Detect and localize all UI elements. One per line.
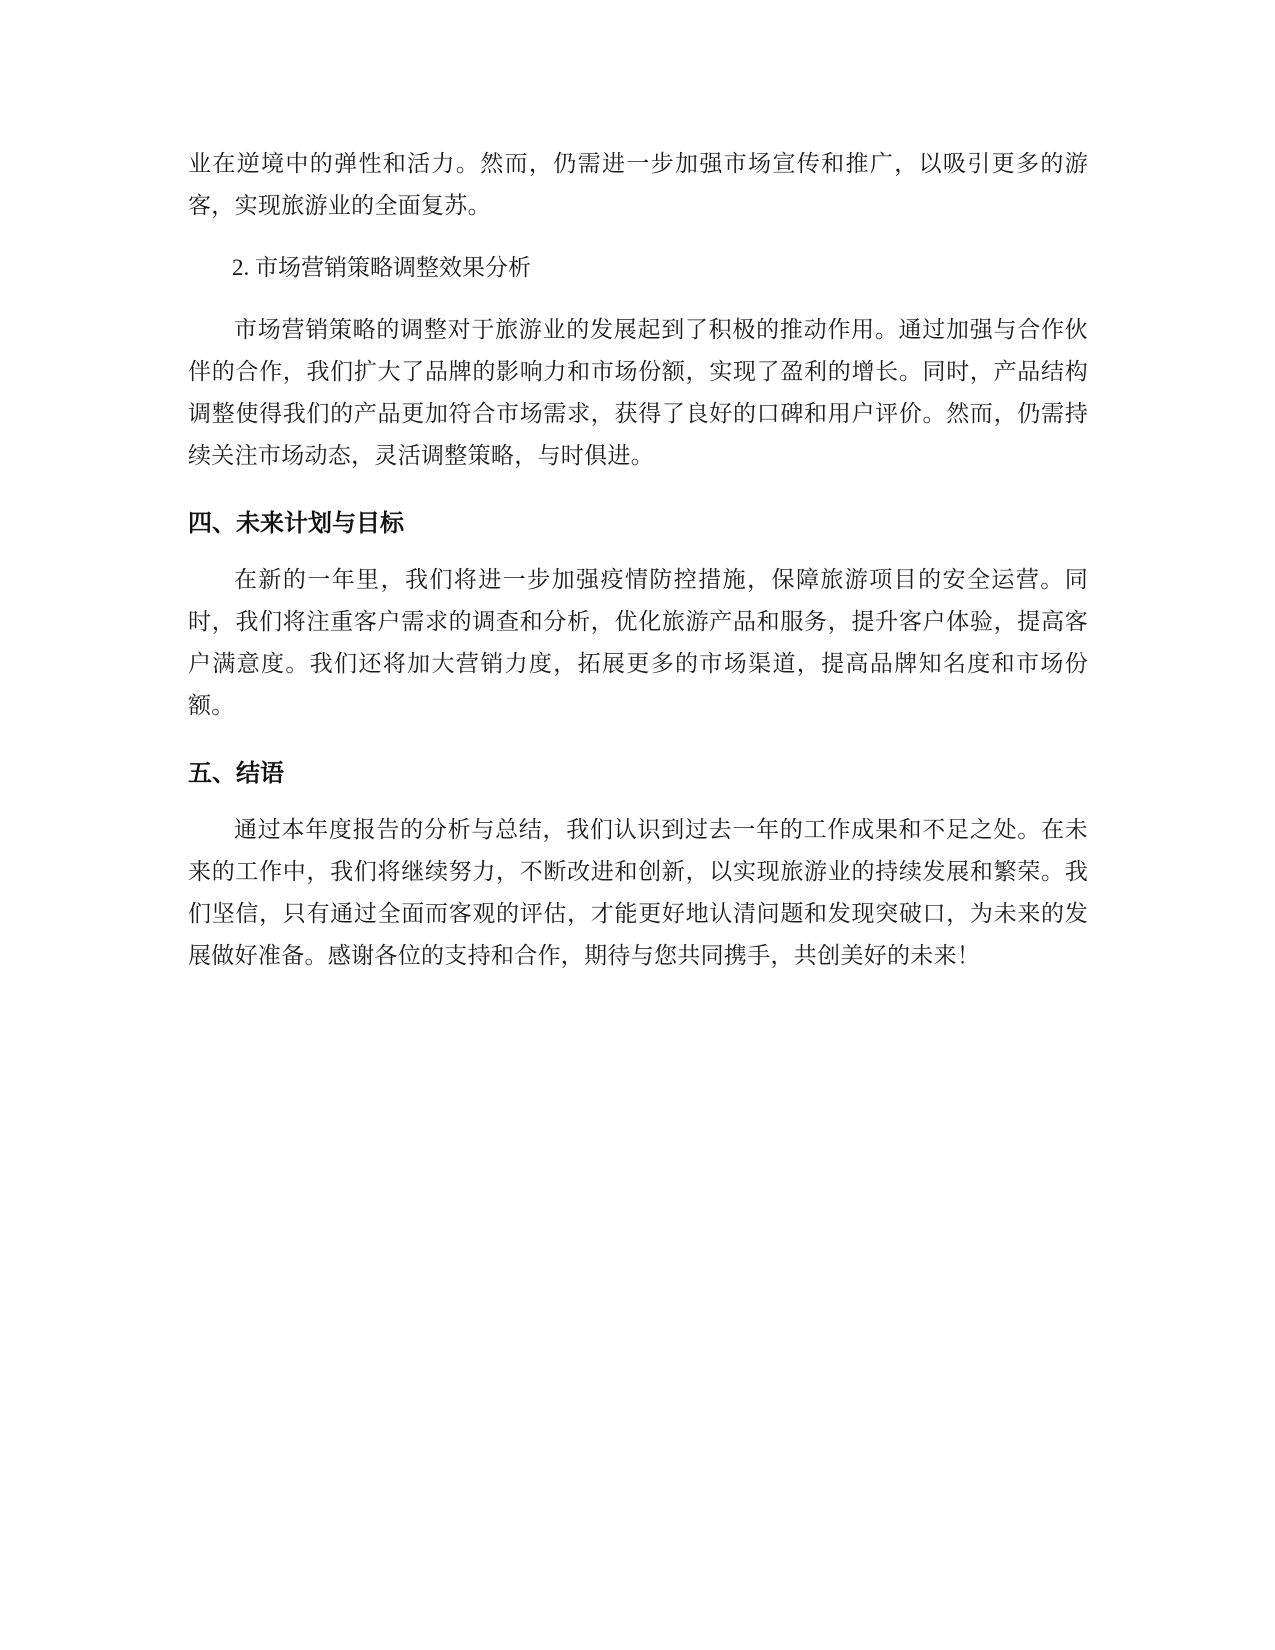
section-5-heading: 五、结语 [188,759,284,787]
document-body [188,143,1088,977]
subsection-2-paragraph: 市场营销策略的调整对于旅游业的发展起到了积极的推动作用。通过加强与合作伙伴的合作，我们扩大了品牌的影响力和市场份额，实现了盈利的增长。同时，产品结构调整使得我们的产品更加符合市场需求，获得了良好的口碑和用户评价。然而，仍需持续关注市场动态，灵活调整策略，与时俱进。 [188,317,1088,469]
section-4-heading: 四、未来计划与目标 [188,509,404,537]
section-4-paragraph: 在新的一年里，我们将进一步加强疫情防控措施，保障旅游项目的安全运营。同时，我们将注重客户需求的调查和分析，优化旅游产品和服务，提升客户体验，提高客户满意度。我们还将加大营销力度，拓展更多的市场渠道，提高品牌知名度和市场份额。 [188,567,1088,719]
continuation-paragraph: 业在逆境中的弹性和活力。然而，仍需进一步加强市场宣传和推广，以吸引更多的游客，实现旅游业的全面复苏。 [188,151,1088,219]
subsection-2-title: 2. 市场营销策略调整效果分析 [232,255,531,280]
section-5-paragraph: 通过本年度报告的分析与总结，我们认识到过去一年的工作成果和不足之处。在未来的工作中，我们将继续努力，不断改进和创新，以实现旅游业的持续发展和繁荣。我们坚信，只有通过全面而客观的评估，才能更好地认清问题和发现突破口，为未来的发展做好准备。感谢各位的支持和合作，期待与您共同携手，共创美好的未来！ [188,817,1088,969]
